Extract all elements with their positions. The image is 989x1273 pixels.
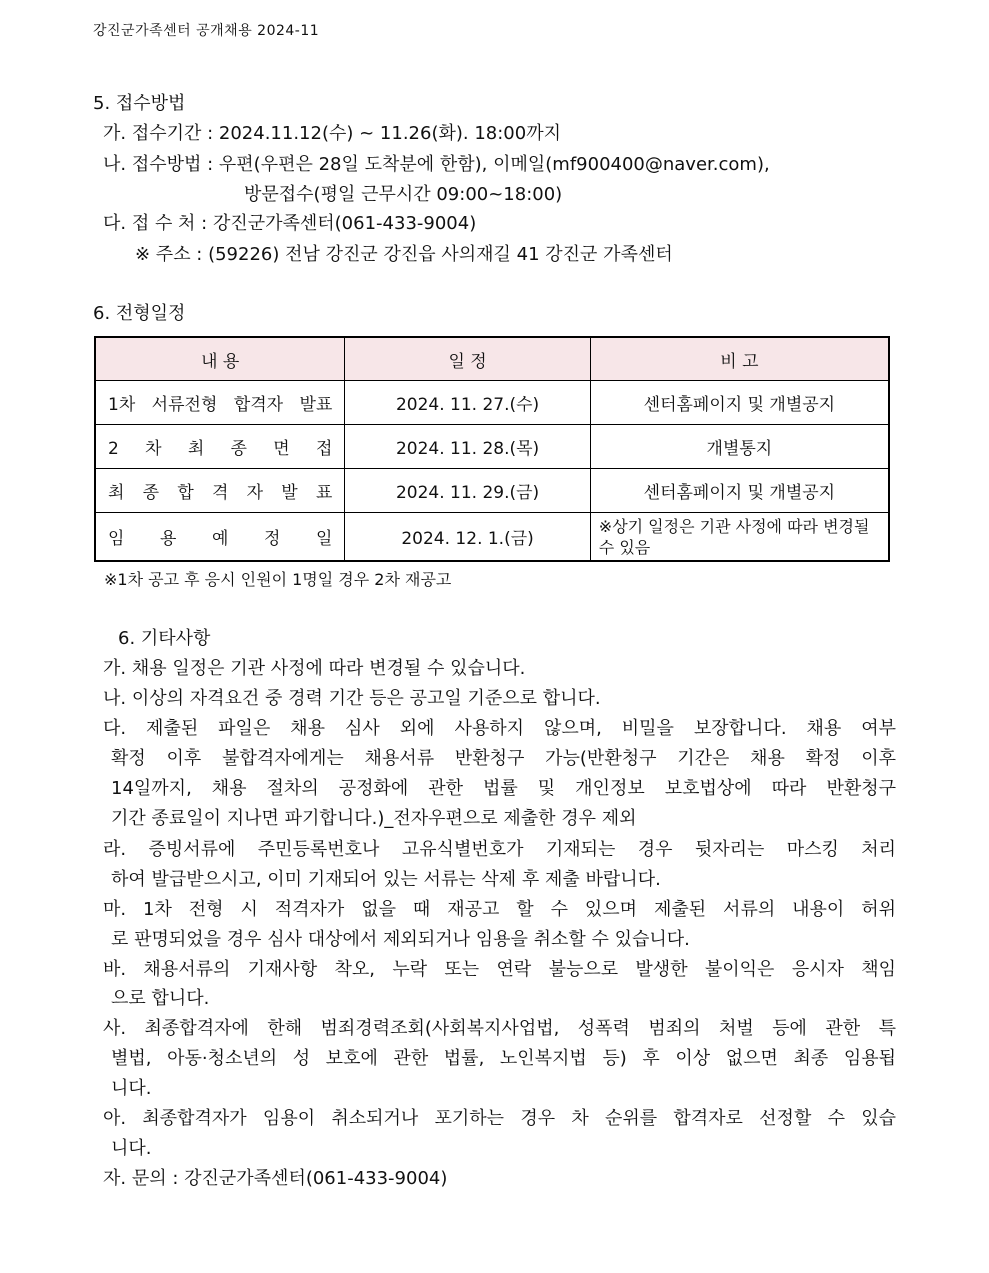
address-note: ※ 주소 : (59226) 전남 강진군 강진읍 사의재길 41 강진군 가족센터 <box>135 244 673 265</box>
reception-method-cont: 방문접수(평일 근무시간 09:00~18:00) <box>244 184 563 205</box>
section-6-title: 6. 전형일정 <box>93 303 186 324</box>
row-date: 2024. 11. 27.(수) <box>345 381 590 425</box>
row-content <box>95 381 345 425</box>
section-5-title: 5. 접수방법 <box>93 93 186 114</box>
header-schedule: 일 정 <box>345 337 590 381</box>
row-date: 2024. 11. 29.(금) <box>345 469 590 513</box>
list-item: 가. 채용 일정은 기관 사정에 따라 변경될 수 있습니다. <box>103 658 526 679</box>
table-row <box>95 469 889 513</box>
list-item: 라. 증빙서류에 주민등록번호나 고유식별번호가 기재되는 경우 뒷자리는 마스킹 처리 <box>103 839 896 860</box>
section-7-title: 6. 기타사항 <box>118 628 211 649</box>
list-item: 나. 이상의 자격요건 중 경력 기간 등은 공고일 기준으로 합니다. <box>103 688 601 709</box>
row-remark: 개별통지 <box>590 425 889 469</box>
table-header-row <box>95 337 889 381</box>
row-content <box>95 469 345 513</box>
list-item: 바. 채용서류의 기재사항 착오, 누락 또는 연락 불능으로 발생한 불이익은 응시자 책임 <box>103 959 896 980</box>
schedule-table <box>94 336 890 562</box>
row-content-text: 1차 서류전형 합격자 발표 <box>108 395 333 415</box>
table-row <box>95 381 889 425</box>
list-item: 사. 최종합격자에 한해 범죄경력조회(사회복지사업법, 성폭력 범죄의 처벌 등에 관한 특 <box>103 1018 896 1039</box>
header-remarks: 비 고 <box>590 337 889 381</box>
row-content-text: 2 차 최 종 면 접 <box>108 439 333 459</box>
document-header: 강진군가족센터 공개채용 2024-11 <box>93 23 320 39</box>
table-note: ※1차 공고 후 응시 인원이 1명일 경우 2차 재공고 <box>104 570 452 589</box>
list-item-cont: 으로 합니다. <box>111 988 210 1009</box>
table-row <box>95 513 889 562</box>
header-content: 내 용 <box>95 337 345 381</box>
row-content-text: 임 용 예 정 일 <box>108 529 333 549</box>
row-date: 2024. 11. 28.(목) <box>345 425 590 469</box>
reception-place: 다. 접 수 처 : 강진군가족센터(061-433-9004) <box>103 213 477 234</box>
contact-line: 자. 문의 : 강진군가족센터(061-433-9004) <box>103 1168 448 1189</box>
reception-period: 가. 접수기간 : 2024.11.12(수) ~ 11.26(화). 18:00까지 <box>103 123 561 144</box>
list-item-cont: 니다. <box>111 1078 152 1099</box>
list-item-cont: 확정 이후 불합격자에게는 채용서류 반환청구 가능(반환청구 기간은 채용 확정 이후 <box>111 748 896 769</box>
list-item-cont: 기간 종료일이 지나면 파기합니다.)_전자우편으로 제출한 경우 제외 <box>111 808 637 829</box>
reception-method: 나. 접수방법 : 우편(우편은 28일 도착분에 한함), 이메일(mf900400@naver.com), <box>103 154 770 175</box>
row-content <box>95 425 345 469</box>
row-content <box>95 513 345 562</box>
row-remark: ※상기 일정은 기관 사정에 따라 변경될 수 있음 <box>590 513 889 562</box>
list-item-cont: 니다. <box>111 1138 152 1159</box>
list-item: 아. 최종합격자가 임용이 취소되거나 포기하는 경우 차 순위를 합격자로 선정할 수 있습 <box>103 1108 896 1129</box>
row-content-text: 최 종 합 격 자 발 표 <box>108 483 333 503</box>
row-date: 2024. 12. 1.(금) <box>345 513 590 562</box>
list-item-cont: 별법, 아동·청소년의 성 보호에 관한 법률, 노인복지법 등) 후 이상 없으면 최종 임용됩 <box>111 1048 896 1069</box>
row-remark: 센터홈페이지 및 개별공지 <box>590 381 889 425</box>
list-item: 다. 제출된 파일은 채용 심사 외에 사용하지 않으며, 비밀을 보장합니다. 채용 여부 <box>103 718 896 739</box>
list-item-cont: 14일까지, 채용 절차의 공정화에 관한 법률 및 개인정보 보호법상에 따라 반환청구 <box>111 778 896 799</box>
list-item-cont: 하여 발급받으시고, 이미 기재되어 있는 서류는 삭제 후 제출 바랍니다. <box>111 869 661 890</box>
list-item-cont: 로 판명되었을 경우 심사 대상에서 제외되거나 임용을 취소할 수 있습니다. <box>111 929 690 950</box>
row-remark: 센터홈페이지 및 개별공지 <box>590 469 889 513</box>
list-item: 마. 1차 전형 시 적격자가 없을 때 재공고 할 수 있으며 제출된 서류의 내용이 허위 <box>103 899 896 920</box>
table-row <box>95 425 889 469</box>
